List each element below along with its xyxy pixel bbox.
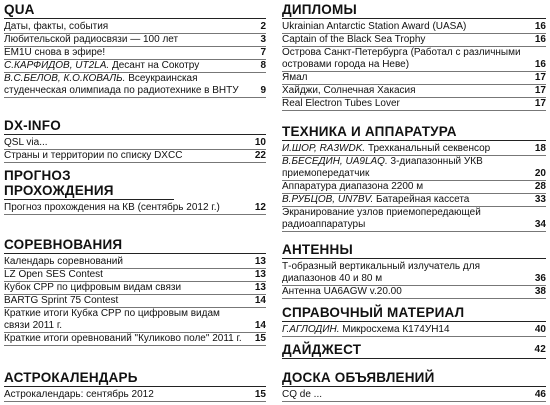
section-title <box>282 342 546 359</box>
entry-author: И.ШОР, RA3WDK. <box>282 143 366 154</box>
section-title: ТЕХНИКА И АППАРАТУРА <box>282 124 546 141</box>
section-title: ДОСКА ОБЪЯВЛЕНИЙ <box>282 370 546 387</box>
toc-entry[interactable] <box>282 286 546 299</box>
entry-text: Астрокалендарь: сентябрь 2012 <box>4 389 154 400</box>
entry-text: BARTG Sprint 75 Contest <box>4 295 119 306</box>
entry-text: Кубок СРР по цифровым видам связи <box>4 282 182 293</box>
entry-text: QSL via... <box>4 137 48 148</box>
page-number: 10 <box>254 137 266 148</box>
entry-text: Всеукраинская студенческая олимпиада по радиотехнике в ВНТУ <box>4 73 239 96</box>
toc-entry[interactable] <box>4 60 266 73</box>
page-number: 17 <box>534 98 546 109</box>
toc-entry[interactable] <box>4 389 266 402</box>
entry-text: Аппаратура диапазона 2200 м <box>282 181 424 192</box>
entry-author: С.КАРФИДОВ, UT2LA. <box>4 60 110 71</box>
entry-text: Ukrainian Antarctic Station Award (UASA) <box>282 21 467 32</box>
entry-text: Прогноз прохождения на КВ (сентябрь 2012 г.) <box>4 202 220 213</box>
entry-text: Хайджи, Солнечная Хакасия <box>282 85 416 96</box>
toc-entry[interactable] <box>4 73 266 98</box>
page-number: 2 <box>260 21 266 32</box>
entry-text: EM1U снова в эфире! <box>4 47 106 58</box>
toc-entry[interactable] <box>4 137 266 150</box>
page-number: 36 <box>534 273 546 284</box>
toc-entry[interactable] <box>282 324 546 337</box>
entry-text: Острова Санкт-Петербурга (Работал с различными островами города на Неве) <box>282 47 521 70</box>
entry-text: Страны и территории по списку DXCC <box>4 150 183 161</box>
entry-text: Батарейная кассета <box>376 194 470 205</box>
toc-entry[interactable] <box>4 47 266 60</box>
toc-entry[interactable] <box>282 181 546 194</box>
page-number: 38 <box>534 286 546 297</box>
toc-entry[interactable] <box>4 21 266 34</box>
section-reference <box>282 305 546 337</box>
section-digest <box>282 342 546 361</box>
entry-text: Ямал <box>282 72 308 83</box>
section-title: СПРАВОЧНЫЙ МАТЕРИАЛ <box>282 305 546 322</box>
entry-author: В.БЕСЕДИН, UA9LAQ. <box>282 156 388 167</box>
section-dx-info <box>4 118 266 163</box>
digest-title: ДАЙДЖЕСТ <box>282 342 362 357</box>
section-title: АНТЕННЫ <box>282 242 546 259</box>
entry-text: Экранирование узлов приемопередающей радиоаппаратуры <box>282 207 481 230</box>
entry-text: Real Electron Tubes Lover <box>282 98 400 109</box>
entry-text: Календарь соревнований <box>4 256 123 267</box>
toc-entry[interactable] <box>282 47 546 72</box>
section-title: СОРЕВНОВАНИЯ <box>4 237 266 254</box>
page-number: 13 <box>254 269 266 280</box>
page-number: 16 <box>534 34 546 45</box>
entry-text: LZ Open SES Contest <box>4 269 103 280</box>
toc-entry[interactable] <box>282 34 546 47</box>
section-contests <box>4 237 266 346</box>
entry-author: В.РУБЦОВ, UN7BV. <box>282 194 374 205</box>
toc-entry[interactable] <box>282 261 546 286</box>
page-number: 46 <box>534 389 546 400</box>
entry-text: Любительской радиосвязи — 100 лет <box>4 34 179 45</box>
page-number: 13 <box>254 256 266 267</box>
section-title: DX-INFO <box>4 118 266 135</box>
entry-text: Т-образный вертикальный излучатель для диапазонов 40 и 80 м <box>282 261 480 284</box>
page-number: 17 <box>534 85 546 96</box>
section-antennas <box>282 242 546 299</box>
page-number: 12 <box>254 202 266 213</box>
toc-entry[interactable] <box>282 143 546 156</box>
page-number: 34 <box>534 219 546 230</box>
page-number: 13 <box>254 282 266 293</box>
toc-entry[interactable] <box>282 194 546 207</box>
entry-text: Краткие итоги оревнований "Куликово поле" 2011 г. <box>4 333 242 344</box>
toc-entry[interactable] <box>4 202 266 215</box>
section-title: ПРОГНОЗ ПРОХОЖДЕНИЯ <box>4 168 174 200</box>
section-title: АСТРОКАЛЕНДАРЬ <box>4 370 266 387</box>
toc-entry[interactable] <box>4 34 266 47</box>
page-number: 22 <box>254 150 266 161</box>
toc-entry[interactable] <box>4 308 266 333</box>
toc-entry[interactable] <box>282 389 546 402</box>
section-classifieds <box>282 370 546 402</box>
section-forecast <box>4 168 266 215</box>
section-title: QUA <box>4 2 266 19</box>
entry-text: Captain of the Black Sea Trophy <box>282 34 426 45</box>
section-equipment <box>282 124 546 232</box>
section-diplomas <box>282 2 546 111</box>
entry-text: Антенна UA6AGW v.20.00 <box>282 286 402 297</box>
toc-entry[interactable] <box>4 333 266 346</box>
toc-entry[interactable] <box>282 207 546 232</box>
entry-author: Г.АГЛОДИН. <box>282 324 340 335</box>
page-number: 42 <box>534 344 546 355</box>
page-number: 7 <box>260 47 266 58</box>
page-number: 9 <box>260 85 266 96</box>
page-number: 14 <box>254 320 266 331</box>
entry-text: CQ de ... <box>282 389 323 400</box>
toc-entry[interactable] <box>4 150 266 163</box>
page-number: 17 <box>534 72 546 83</box>
toc-entry[interactable] <box>282 85 546 98</box>
toc-entry[interactable] <box>4 295 266 308</box>
entry-text: 3-диапазонный УКВ приемопередатчик <box>282 156 483 179</box>
page-number: 16 <box>534 59 546 70</box>
toc-entry[interactable] <box>282 72 546 85</box>
toc-entry[interactable] <box>4 256 266 269</box>
entry-text: Краткие итоги Кубка СРР по цифровым видам связи 2011 г. <box>4 308 220 331</box>
toc-entry[interactable] <box>4 269 266 282</box>
page-number: 40 <box>534 324 546 335</box>
page-number: 8 <box>260 60 266 71</box>
entry-text: Десант на Сокотру <box>111 60 200 71</box>
entry-text: Микросхема К174УН14 <box>342 324 450 335</box>
page-number: 28 <box>534 181 546 192</box>
page-number: 33 <box>534 194 546 205</box>
page-number: 20 <box>534 168 546 179</box>
page-number: 18 <box>534 143 546 154</box>
page-number: 15 <box>254 389 266 400</box>
section-astrocalendar <box>4 370 266 402</box>
page-number: 16 <box>534 21 546 32</box>
section-qua <box>4 2 266 98</box>
page-number: 15 <box>254 333 266 344</box>
page-number: 3 <box>260 34 266 45</box>
entry-text: Даты, факты, события <box>4 21 109 32</box>
toc-entry[interactable] <box>4 282 266 295</box>
toc-entry[interactable] <box>282 98 546 111</box>
toc-entry[interactable] <box>282 156 546 181</box>
toc-entry[interactable] <box>282 21 546 34</box>
section-title: ДИПЛОМЫ <box>282 2 546 19</box>
entry-text: Трехканальный секвенсор <box>367 143 491 154</box>
entry-author: В.С.БЕЛОВ, К.О.КОВАЛЬ. <box>4 73 126 84</box>
page-number: 14 <box>254 295 266 306</box>
